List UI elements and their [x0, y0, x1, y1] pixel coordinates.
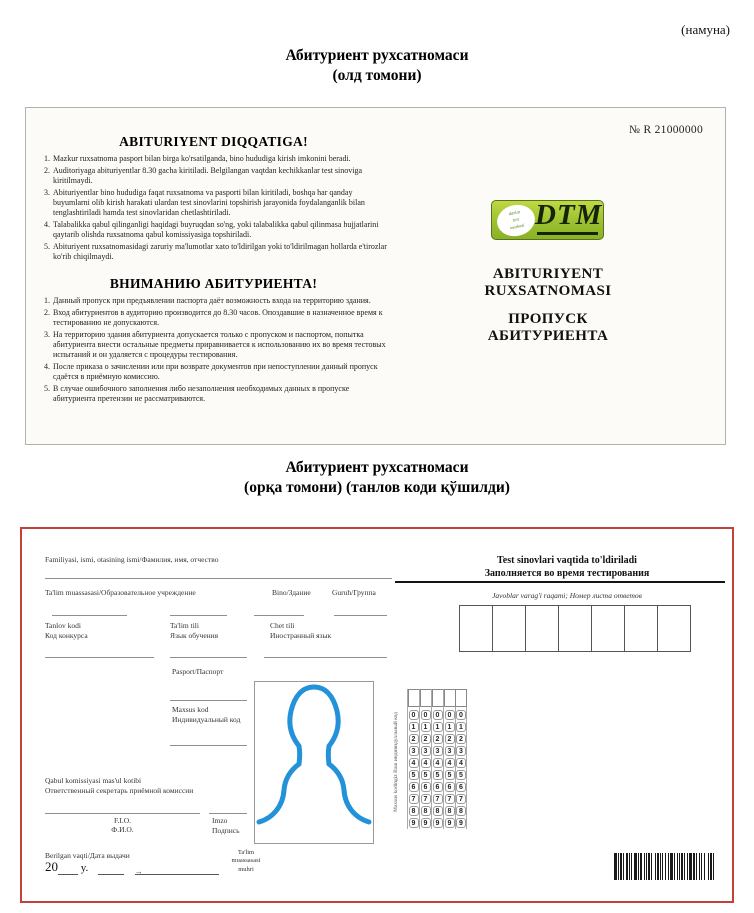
fio-label-ru: Ф.И.О. — [111, 825, 134, 835]
secretary-label-uz: Qabul komissiyasi mas'ul kotibi — [45, 776, 142, 785]
grid-column — [407, 689, 419, 829]
digit-bubble: 7 — [409, 794, 419, 804]
grid-write-box — [455, 689, 467, 707]
ru-notice-heading: ВНИМАНИЮ АБИТУРИЕНТА! — [109, 276, 318, 291]
fio-line — [45, 813, 200, 814]
uz-rule-item: 3. Abituriyentlar bino hududiga faqat ruxsatnoma va pasporti bilan kiritiladi, boshqa har qanday buyumlarni olib kirish harakati ulardan test sinovlarini topshirish jarayonida foydalanganlik bilan tenglashtiriladi hamda test sinovlaridan chetlashtiriladi. — [52, 188, 387, 217]
ru-rule-item: 2. Вход абитуриентов в аудиторию производится до 8.30 часов. Опоздавшие в назначенное время к тестированию не допускаются. — [52, 308, 387, 328]
digit-bubble: 8 — [433, 806, 443, 816]
digit-bubble: 3 — [456, 746, 466, 756]
front-title-ru-line2: АБИТУРИЕНТА — [487, 328, 609, 345]
grid-side-label-ru: Ваш индивидуальный код — [393, 712, 399, 773]
special-code-line-top — [170, 700, 247, 701]
digit-bubble: 5 — [421, 770, 431, 780]
issue-year-prefix: 20 — [45, 859, 58, 874]
uz-rule-item: 2. Auditoriyaga abituriyentlar 8.30 gacha kiritiladi. Belgilangan vaqtdan kechikkanlar test sinoviga kiritilmaydi. — [52, 166, 387, 186]
digit-bubble: 3 — [433, 746, 443, 756]
dtm-logo-acronym: DTM — [535, 199, 603, 231]
digit-bubble: 7 — [456, 794, 466, 804]
dtm-oval-line3: markazi — [509, 221, 525, 230]
back-card — [20, 527, 734, 903]
signature-line — [209, 813, 247, 814]
digit-bubble: 2 — [421, 734, 431, 744]
contest-code-label-ru: Код конкурса — [45, 630, 88, 640]
digit-bubble: 9 — [409, 818, 419, 828]
contest-code-label — [45, 621, 88, 641]
ru-rules-list — [40, 296, 387, 404]
answer-sheet-box — [459, 605, 493, 652]
building-field-line — [170, 615, 227, 616]
digit-bubble: 5 — [456, 770, 466, 780]
answer-sheet-boxes — [460, 605, 691, 652]
uz-rule-item: 4. Talabalikka qabul qilinganligi haqidagi buyruqdan so'ng, yoki talabalikka qabul qilinmasa hujjatlarini qaytarib olishda ruxsatnoma qabul komissiyasiga topshiriladi. — [52, 220, 387, 240]
institution-field-line — [52, 615, 127, 616]
signature-label-ru: Подпись — [212, 825, 240, 835]
special-code-label-ru: Индивидуальный код — [172, 714, 241, 724]
photo-placeholder — [254, 681, 374, 844]
digit-bubble: 1 — [456, 722, 466, 732]
digit-bubble: 5 — [433, 770, 443, 780]
digit-bubble: 7 — [445, 794, 455, 804]
digit-bubble: 6 — [433, 782, 443, 792]
digit-bubble: 4 — [433, 758, 443, 768]
digit-bubble: 9 — [433, 818, 443, 828]
front-caption-line2: (олд томони) — [332, 67, 422, 85]
special-code-label-uz: Maxsus kod — [172, 705, 209, 714]
grid-column — [443, 689, 455, 829]
grid-column — [431, 689, 443, 829]
serial-number: № R 21000000 — [629, 124, 703, 136]
foreign-lang-line — [264, 657, 387, 658]
special-code-label — [172, 705, 240, 725]
ru-rule-item: 5. В случае ошибочного заполнения либо незаполнения необходимых данных в пропуске абитуриента претензии не рассматриваются. — [52, 384, 387, 404]
issue-date-label: Berilgan vaqti/Дата выдачи — [45, 851, 130, 860]
foreign-lang-label-ru: Иностранный язык — [270, 630, 332, 640]
edu-lang-label-ru: Язык обучения — [170, 630, 219, 640]
grid-write-box — [432, 689, 444, 707]
digit-bubble: 8 — [409, 806, 419, 816]
dtm-logo — [491, 200, 604, 240]
digit-bubble: 0 — [421, 710, 431, 720]
digit-bubble: 8 — [421, 806, 431, 816]
ru-rule-item: 4. После приказа о зачислении или при возврате документов при непоступлении данный пропуск сдаётся в приёмную комиссию. — [52, 362, 387, 382]
front-title-uz-line1: ABITURIYENT — [492, 266, 604, 282]
digit-bubble: 9 — [445, 818, 455, 828]
digit-bubble: 2 — [433, 734, 443, 744]
dtm-oval-line1: davlat — [508, 209, 521, 217]
test-section-header — [442, 555, 692, 580]
ru-rule-item: 3. На территорию здания абитуриента допускается только с пропуском и паспортом, попытка абитуриента внести остальные предметы приравнивается к использованию их во время тестовых испытаний и он удаляется с процедуры тестирования. — [52, 330, 387, 359]
uz-rule-item: 5. Abituriyent ruxsatnomasidagi zaruriy ma'lumotlar xato to'ldirilgan yoki to'ldirilmagan hollarda e'tirozlar ko'rib chiqilmaydi. — [52, 242, 387, 262]
back-caption-line2: (орқа томони) (танлов коди қўшилди) — [244, 479, 510, 497]
grid-side-label — [392, 689, 400, 835]
digit-bubble: 2 — [456, 734, 466, 744]
special-code-grid — [407, 689, 467, 829]
front-card-title-ru — [428, 311, 668, 346]
digit-bubble: 3 — [409, 746, 419, 756]
test-header-uz: Test sinovlari vaqtida to'ldiriladi — [497, 555, 637, 566]
ru-rule-item: 1. Данный пропуск при предъявлении паспорта даёт возможность входа на территорию здания. — [52, 296, 387, 306]
digit-bubble: 0 — [456, 710, 466, 720]
grid-column — [455, 689, 467, 829]
grid-write-box — [420, 689, 432, 707]
front-title-ru-line1: ПРОПУСК — [508, 311, 588, 327]
dtm-logo-oval — [494, 201, 538, 239]
answer-sheet-label: Javoblar varag'i raqami; Номер листа ответов — [492, 591, 642, 600]
answer-sheet-box — [558, 605, 592, 652]
answer-sheet-box — [492, 605, 526, 652]
digit-bubble: 7 — [421, 794, 431, 804]
digit-bubble: 4 — [456, 758, 466, 768]
front-title-uz-line2: RUXSATNOMASI — [484, 283, 612, 300]
digit-bubble: 3 — [421, 746, 431, 756]
test-header-ru: Заполняется во время тестирования — [484, 567, 650, 579]
digit-bubble: 1 — [445, 722, 455, 732]
digit-bubble: 7 — [433, 794, 443, 804]
building-field-label: Bino/Здание — [272, 588, 311, 597]
digit-bubble: 1 — [421, 722, 431, 732]
front-card — [25, 107, 726, 445]
seal-label — [220, 849, 272, 874]
uz-rules-list — [40, 154, 387, 262]
name-field-label: Familiyasi, ismi, otasining ismi/Фамилия, имя, отчество — [45, 555, 219, 564]
front-caption — [0, 46, 754, 86]
grid-side-label-uz: Maxsus kodingiz — [393, 774, 399, 812]
digit-bubble: 6 — [456, 782, 466, 792]
answer-sheet-box — [657, 605, 691, 652]
secretary-label — [45, 776, 193, 796]
issue-year-blank — [58, 865, 78, 875]
seal-label-line1: Ta'lim — [237, 849, 255, 856]
issue-date-row — [45, 859, 219, 875]
barcode-space — [714, 853, 716, 880]
back-caption — [0, 458, 754, 498]
digit-bubble: 4 — [445, 758, 455, 768]
digit-bubble: 3 — [445, 746, 455, 756]
digit-bubble: 9 — [421, 818, 431, 828]
digit-bubble: 6 — [421, 782, 431, 792]
test-section-rule — [395, 581, 725, 583]
signature-label-uz: Imzo — [212, 816, 228, 825]
foreign-lang-label — [270, 621, 331, 641]
name-field-line — [45, 578, 392, 579]
answer-sheet-box — [525, 605, 559, 652]
edu-lang-line — [170, 657, 247, 658]
institution-field-label: Ta'lim muassasasi/Образовательное учреждение — [45, 588, 196, 597]
digit-bubble: 8 — [456, 806, 466, 816]
digit-bubble: 0 — [433, 710, 443, 720]
front-caption-line1: Абитуриент рухсатномаси — [285, 47, 469, 64]
digit-bubble: 8 — [445, 806, 455, 816]
issue-month-blank — [135, 865, 219, 875]
edu-lang-label-uz: Ta'lim tili — [170, 621, 199, 630]
uz-notice-section — [40, 134, 387, 264]
answer-sheet-box — [624, 605, 658, 652]
digit-bubble: 5 — [409, 770, 419, 780]
seal-label-line3: muhri — [238, 865, 254, 873]
edu-lang-label — [170, 621, 218, 641]
person-silhouette-icon — [255, 682, 373, 843]
special-code-line-bottom — [170, 745, 247, 746]
contest-code-label-uz: Tanlov kodi — [45, 621, 81, 630]
digit-bubble: 2 — [409, 734, 419, 744]
fio-label-uz: F.I.O. — [113, 816, 132, 825]
uz-rule-item: 1. Mazkur ruxsatnoma pasport bilan birga ko'rsatilganda, bino hududiga kirish imkonini beradi. — [52, 154, 387, 164]
dtm-logo-underline — [537, 232, 598, 235]
foreign-lang-label-uz: Chet tili — [270, 621, 295, 630]
extra-field-line — [334, 615, 387, 616]
secretary-label-ru: Ответственный секретарь приёмной комиссии — [45, 785, 194, 795]
issue-year-suffix: y. — [80, 862, 89, 874]
uz-notice-heading: ABITURIYENT DIQQATIGA! — [119, 134, 308, 149]
front-card-title-uz — [428, 266, 668, 301]
digit-bubble: 1 — [433, 722, 443, 732]
digit-bubble: 4 — [421, 758, 431, 768]
dtm-oval-line2: test — [512, 216, 520, 223]
ru-notice-section — [40, 276, 387, 406]
passport-field-label: Pasport/Паспорт — [172, 667, 224, 676]
grid-write-box — [408, 689, 420, 707]
seal-label-line2: muassasasi — [231, 857, 261, 865]
group-field-line — [254, 615, 304, 616]
digit-bubble: 6 — [445, 782, 455, 792]
digit-bubble: 5 — [445, 770, 455, 780]
contest-code-line — [45, 657, 154, 658]
digit-bubble: 0 — [445, 710, 455, 720]
group-field-label: Guruh/Группа — [332, 588, 376, 597]
digit-bubble: 6 — [409, 782, 419, 792]
answer-sheet-box — [591, 605, 625, 652]
grid-write-box — [444, 689, 456, 707]
digit-bubble: 2 — [445, 734, 455, 744]
grid-column — [419, 689, 431, 829]
fio-label — [45, 816, 200, 835]
digit-bubble: 0 — [409, 710, 419, 720]
issue-day-blank — [98, 865, 124, 875]
digit-bubble: 1 — [409, 722, 419, 732]
barcode — [614, 853, 721, 880]
back-caption-line1: Абитуриент рухсатномаси — [285, 459, 469, 476]
digit-bubble: 4 — [409, 758, 419, 768]
digit-bubble: 9 — [456, 818, 466, 828]
sample-note: (намуна) — [681, 22, 730, 37]
signature-label — [212, 816, 240, 836]
